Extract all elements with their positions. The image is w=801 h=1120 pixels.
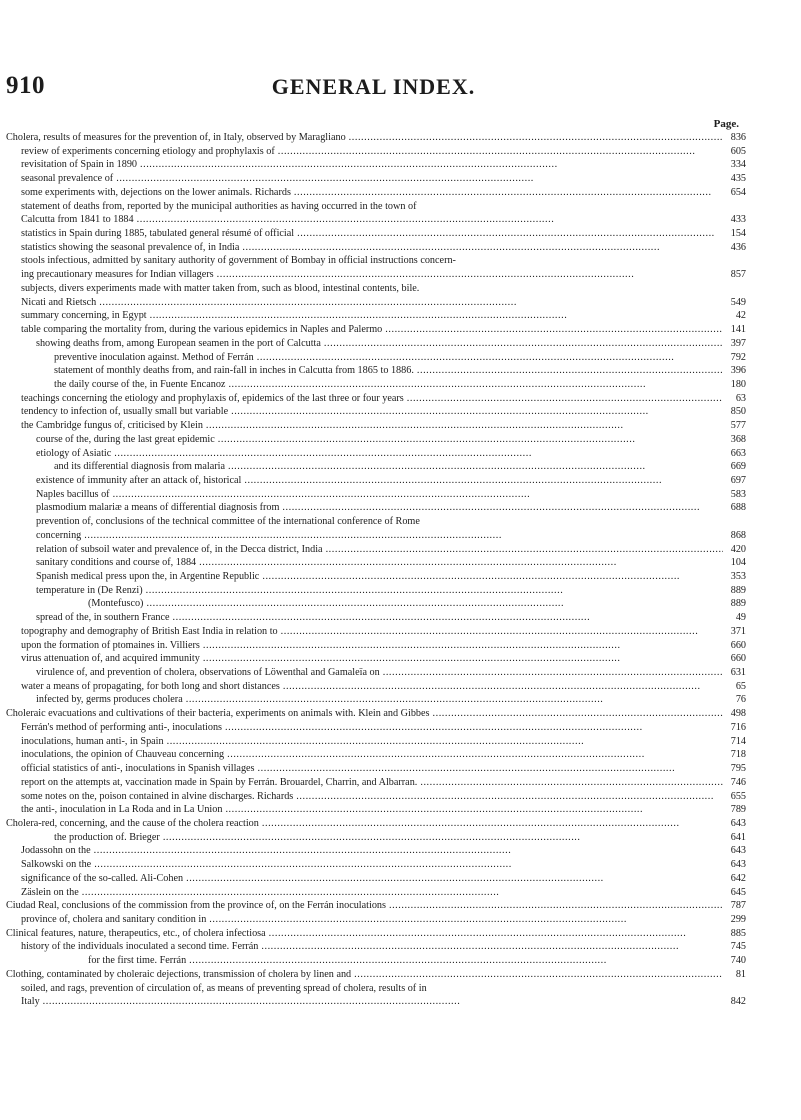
- entry-page-number: 180: [730, 378, 746, 390]
- index-entry: [6, 158, 746, 172]
- entry-page-number: 746: [730, 776, 746, 788]
- entry-page-number: 857: [730, 269, 746, 281]
- entry-page-number: 643: [730, 845, 746, 857]
- leader-dots: [114, 447, 723, 461]
- entry-page-number: 669: [730, 461, 746, 473]
- entry-page-number: 76: [735, 694, 746, 706]
- entry-page-number: 81: [735, 968, 746, 980]
- index-entry: [6, 337, 746, 351]
- index-entry: [6, 735, 746, 749]
- index-entry: [6, 474, 746, 488]
- leader-dots: [354, 968, 723, 982]
- index-entry: [6, 131, 746, 145]
- index-entry: [6, 254, 746, 268]
- index-entry: [6, 392, 746, 406]
- index-entry: [6, 227, 746, 241]
- index-entry: [6, 625, 746, 639]
- leader-dots: [94, 858, 723, 872]
- entry-page-number: 850: [730, 406, 746, 418]
- index-entry: [6, 844, 746, 858]
- entry-text: summary concerning, in Egypt: [21, 310, 147, 322]
- leader-dots: [99, 296, 723, 310]
- index-entry: [6, 693, 746, 707]
- entry-page-number: 795: [730, 763, 746, 775]
- entry-text: some notes on the, poison contained in alvine discharges. Richards: [21, 790, 294, 802]
- entry-page-number: 141: [730, 324, 746, 336]
- entry-page-number: 643: [730, 859, 746, 871]
- entry-text: sanitary conditions and course of, 1884: [36, 557, 197, 569]
- entry-page-number: 663: [730, 447, 746, 459]
- entry-text: soiled, and rags, prevention of circulation of, as means of preventing spread of cholera, results of in: [21, 982, 427, 994]
- index-entry: [6, 529, 746, 543]
- entry-text: relation of subsoil water and prevalence of, in the Decca district, India: [36, 543, 323, 555]
- leader-dots: [137, 213, 723, 227]
- leader-dots: [84, 529, 723, 543]
- running-title: GENERAL INDEX.: [271, 74, 476, 99]
- leader-dots: [116, 172, 723, 186]
- leader-dots: [82, 886, 723, 900]
- entry-text: statistics in Spain during 1885, tabulated general résumé of official: [21, 228, 295, 240]
- leader-dots: [146, 584, 723, 598]
- entry-text: inoculations, human anti-, in Spain: [21, 735, 164, 747]
- entry-page-number: 697: [730, 474, 746, 486]
- entry-text: Nicati and Rietsch: [21, 296, 97, 308]
- leader-dots: [225, 721, 723, 735]
- entry-page-number: 397: [730, 337, 746, 349]
- entry-page-number: 49: [735, 612, 746, 624]
- entry-page-number: 435: [730, 173, 746, 185]
- index-entry: [6, 858, 746, 872]
- entry-text: ing precautionary measures for Indian villagers: [21, 269, 214, 281]
- entry-text: Naples bacillus of: [36, 488, 110, 500]
- index-entry: [6, 488, 746, 502]
- entry-text: Clothing, contaminated by choleraic dejections, transmission of cholera by linen and: [6, 968, 352, 980]
- index-entry: [6, 707, 746, 721]
- leader-dots: [261, 940, 723, 954]
- entry-page-number: 371: [730, 625, 746, 637]
- leader-dots: [278, 145, 723, 159]
- entry-page-number: 889: [730, 598, 746, 610]
- index-entry: [6, 721, 746, 735]
- index-entry: [6, 268, 746, 282]
- leader-dots: [228, 460, 723, 474]
- index-entry: [6, 597, 746, 611]
- index-entry: [6, 213, 746, 227]
- entry-text: Calcutta from 1841 to 1884: [21, 214, 134, 226]
- entry-text: stools infectious, admitted by sanitary authority of government of Bombay in official instructions concern-: [21, 255, 456, 267]
- index-entry: [6, 899, 746, 913]
- leader-dots: [281, 625, 723, 639]
- entry-text: upon the formation of ptomaines in. Villiers: [21, 639, 200, 651]
- entry-text: seasonal prevalence of: [21, 173, 114, 185]
- leader-dots: [324, 337, 723, 351]
- entry-text: for the first time. Ferrán: [88, 955, 187, 967]
- entry-page-number: 836: [730, 132, 746, 143]
- index-entry: [6, 611, 746, 625]
- entry-page-number: 65: [735, 680, 746, 692]
- leader-dots: [225, 803, 723, 817]
- leader-dots: [258, 762, 723, 776]
- leader-dots: [407, 392, 723, 406]
- entry-text: revisitation of Spain in 1890: [21, 159, 138, 171]
- leader-dots: [199, 556, 723, 570]
- leader-dots: [294, 186, 723, 200]
- entry-page-number: 789: [730, 804, 746, 816]
- leader-dots: [218, 433, 723, 447]
- entry-text: existence of immunity after an attack of, historical: [36, 474, 242, 486]
- entry-text: preventive inoculation against. Method of Ferrán: [54, 351, 254, 363]
- entry-text: the Cambridge fungus of, criticised by Klein: [21, 420, 203, 432]
- entry-text: topography and demography of British East India in relation to: [21, 625, 278, 637]
- entry-text: Choleraic evacuations and cultivations of their bacteria, experiments on animals with. Klein and Gibbes: [6, 708, 430, 720]
- entry-page-number: 889: [730, 584, 746, 596]
- index-entry: [6, 323, 746, 337]
- index-entry: [6, 913, 746, 927]
- index-entry: [6, 954, 746, 968]
- entry-text: infected by, germs produces cholera: [36, 694, 183, 706]
- index-entry: [6, 433, 746, 447]
- entry-page-number: 642: [730, 872, 746, 884]
- entry-text: official statistics of anti-, inoculations in Spanish villages: [21, 763, 255, 775]
- leader-dots: [262, 817, 723, 831]
- entry-page-number: 154: [730, 228, 746, 240]
- entry-text: showing deaths from, among European seamen in the port of Calcutta: [36, 337, 321, 349]
- entry-page-number: 420: [730, 543, 746, 555]
- index-entry: [6, 447, 746, 461]
- leader-dots: [228, 378, 723, 392]
- entry-page-number: 583: [730, 488, 746, 500]
- entry-text: inoculations, the opinion of Chauveau concerning: [21, 749, 225, 761]
- index-entry: [6, 556, 746, 570]
- index-entry: [6, 886, 746, 900]
- leader-dots: [173, 611, 723, 625]
- entry-text: plasmodium malariæ a means of differential diagnosis from: [36, 502, 280, 514]
- leader-dots: [113, 488, 723, 502]
- entry-page-number: 353: [730, 571, 746, 582]
- entry-text: Cholera-red, concerning, and the cause of the cholera reaction: [6, 817, 259, 829]
- leader-dots: [283, 680, 723, 694]
- leader-dots: [244, 474, 723, 488]
- index-entry: [6, 419, 746, 433]
- entry-page-number: 63: [735, 392, 746, 404]
- leader-dots: [217, 268, 723, 282]
- index-entry: [6, 666, 746, 680]
- index-entry: [6, 748, 746, 762]
- entry-text: temperature in (De Renzi): [36, 584, 143, 596]
- index-entry: [6, 570, 746, 584]
- entry-text: province of, cholera and sanitary condition in: [21, 913, 207, 925]
- entry-text: report on the attempts at, vaccination made in Spain by Ferrán. Brouardel, Charrin, and Albarran.: [21, 776, 418, 788]
- leader-dots: [140, 158, 723, 172]
- index-entry: [6, 378, 746, 392]
- entry-page-number: 42: [735, 310, 746, 322]
- index-entry: [6, 186, 746, 200]
- index-entry: [6, 145, 746, 159]
- entry-page-number: 436: [730, 241, 746, 253]
- entry-text: (Montefusco): [88, 598, 144, 610]
- index-entry: [6, 241, 746, 255]
- entry-page-number: 643: [730, 817, 746, 829]
- leader-dots: [385, 323, 723, 337]
- page-number: 910: [6, 72, 45, 99]
- leader-dots: [206, 419, 723, 433]
- entry-page-number: 868: [730, 529, 746, 541]
- leader-dots: [146, 597, 723, 611]
- leader-dots: [163, 831, 723, 845]
- leader-dots: [269, 927, 723, 941]
- leader-dots: [94, 844, 723, 858]
- index-entry: [6, 940, 746, 954]
- leader-dots: [186, 693, 723, 707]
- leader-dots: [349, 131, 723, 145]
- entry-text: Jodassohn on the: [21, 845, 91, 857]
- entry-page-number: 718: [730, 749, 746, 761]
- leader-dots: [209, 913, 723, 927]
- leader-dots: [262, 570, 723, 584]
- entry-text: history of the individuals inoculated a second time. Ferrán: [21, 941, 259, 953]
- leader-dots: [282, 501, 723, 515]
- entry-page-number: 645: [730, 886, 746, 898]
- leader-dots: [383, 666, 723, 680]
- leader-dots: [43, 995, 723, 1009]
- index-entry: [6, 364, 746, 378]
- entry-page-number: 655: [730, 790, 746, 802]
- index-entry: [6, 776, 746, 790]
- index-entry: [6, 460, 746, 474]
- leader-dots: [417, 364, 723, 378]
- leader-dots: [203, 639, 723, 653]
- entry-page-number: 299: [730, 913, 746, 925]
- page-column-label: Page.: [713, 118, 739, 130]
- entry-text: and its differential diagnosis from malaria: [54, 461, 225, 473]
- leader-dots: [150, 309, 723, 323]
- leader-dots: [167, 735, 723, 749]
- entry-text: Cholera, results of measures for the prevention of, in Italy, observed by Maragliano: [6, 132, 346, 143]
- entry-text: statistics showing the seasonal prevalence of, in India: [21, 241, 240, 253]
- leader-dots: [242, 241, 723, 255]
- index-entry: [6, 968, 746, 982]
- entry-page-number: 605: [730, 145, 746, 157]
- entry-page-number: 631: [730, 667, 746, 679]
- entry-text: water a means of propagating, for both long and short distances: [21, 680, 280, 692]
- leader-dots: [326, 543, 723, 557]
- entry-page-number: 498: [730, 708, 746, 720]
- entry-text: tendency to infection of, usually small but variable: [21, 406, 229, 418]
- entry-text: teachings concerning the etiology and prophylaxis of, epidemics of the last three or four years: [21, 392, 404, 404]
- entry-text: subjects, divers experiments made with matter taken from, such as blood, intestinal contents, bile.: [21, 282, 420, 294]
- entry-text: the production of. Brieger: [54, 831, 160, 843]
- leader-dots: [231, 405, 723, 419]
- index-entry: [6, 995, 746, 1009]
- index-entry: [6, 584, 746, 598]
- index-entry: [6, 515, 746, 529]
- index-entry: [6, 501, 746, 515]
- entry-page-number: 787: [730, 900, 746, 912]
- leader-dots: [420, 776, 723, 790]
- index-entries: [6, 131, 746, 1009]
- entry-text: Ciudad Real, conclusions of the commission from the province of, on the Ferrán inoculations: [6, 900, 386, 912]
- entry-page-number: 641: [730, 831, 746, 843]
- entry-text: course of the, during the last great epidemic: [36, 433, 215, 445]
- index-entry: [6, 817, 746, 831]
- index-entry: [6, 405, 746, 419]
- entry-page-number: 745: [730, 941, 746, 953]
- entry-text: Spanish medical press upon the, in Argentine Republic: [36, 571, 260, 582]
- entry-text: virulence of, and prevention of cholera, observations of Löwenthal and Gamaleïa on: [36, 667, 380, 679]
- index-entry: [6, 790, 746, 804]
- entry-text: the daily course of the, in Fuente Encanoz: [54, 378, 226, 390]
- entry-page-number: 842: [730, 996, 746, 1008]
- index-entry: [6, 652, 746, 666]
- entry-text: virus attenuation of, and acquired immunity: [21, 653, 200, 665]
- index-entry: [6, 351, 746, 365]
- leader-dots: [203, 652, 723, 666]
- entry-text: Zäslein on the: [21, 886, 79, 898]
- entry-text: significance of the so-called. Ali-Cohen: [21, 872, 184, 884]
- entry-page-number: 660: [730, 639, 746, 651]
- entry-page-number: 654: [730, 186, 746, 198]
- leader-dots: [227, 748, 723, 762]
- index-entry: [6, 927, 746, 941]
- entry-text: Ferrán's method of performing anti-, inoculations: [21, 721, 223, 733]
- entry-page-number: 688: [730, 502, 746, 514]
- index-entry: [6, 831, 746, 845]
- index-entry: [6, 982, 746, 996]
- leader-dots: [257, 351, 723, 365]
- entry-page-number: 740: [730, 955, 746, 967]
- entry-text: the anti-, inoculation in La Roda and in La Union: [21, 804, 223, 816]
- index-entry: [6, 172, 746, 186]
- entry-text: prevention of, conclusions of the technical committee of the international conference of Rome: [36, 516, 420, 528]
- entry-text: review of experiments concerning etiology and prophylaxis of: [21, 145, 275, 157]
- leader-dots: [189, 954, 723, 968]
- index-entry: [6, 803, 746, 817]
- entry-page-number: 396: [730, 365, 746, 377]
- entry-text: concerning: [36, 529, 82, 541]
- entry-page-number: 716: [730, 721, 746, 733]
- entry-text: Clinical features, nature, therapeutics, etc., of cholera infectiosa: [6, 927, 266, 939]
- leader-dots: [297, 227, 723, 241]
- entry-text: some experiments with, dejections on the lower animals. Richards: [21, 186, 291, 198]
- index-entry: [6, 200, 746, 214]
- entry-page-number: 104: [730, 557, 746, 569]
- entry-page-number: 660: [730, 653, 746, 665]
- leader-dots: [296, 790, 723, 804]
- entry-page-number: 334: [730, 159, 746, 171]
- entry-text: spread of the, in southern France: [36, 612, 170, 624]
- entry-page-number: 714: [730, 735, 746, 747]
- leader-dots: [186, 872, 723, 886]
- leader-dots: [389, 899, 723, 913]
- entry-page-number: 577: [730, 420, 746, 432]
- index-entry: [6, 282, 746, 296]
- index-entry: [6, 543, 746, 557]
- entry-page-number: 368: [730, 433, 746, 445]
- leader-dots: [433, 707, 723, 721]
- entry-page-number: 433: [730, 214, 746, 226]
- page-header: [6, 72, 741, 106]
- entry-page-number: 792: [730, 351, 746, 363]
- entry-text: statement of monthly deaths from, and rain-fall in inches in Calcutta from 1865 to 1886.: [54, 365, 414, 377]
- entry-page-number: 549: [730, 296, 746, 308]
- entry-text: table comparing the mortality from, during the various epidemics in Naples and Palermo: [21, 324, 383, 336]
- index-entry: [6, 762, 746, 776]
- entry-text: etiology of Asiatic: [36, 447, 112, 459]
- entry-page-number: 885: [730, 927, 746, 939]
- index-entry: [6, 296, 746, 310]
- index-entry: [6, 639, 746, 653]
- index-entry: [6, 680, 746, 694]
- index-entry: [6, 872, 746, 886]
- entry-text: Salkowski on the: [21, 859, 92, 871]
- index-entry: [6, 309, 746, 323]
- entry-text: Italy: [21, 996, 40, 1008]
- entry-text: statement of deaths from, reported by the municipal authorities as having occurred in the town of: [21, 200, 417, 212]
